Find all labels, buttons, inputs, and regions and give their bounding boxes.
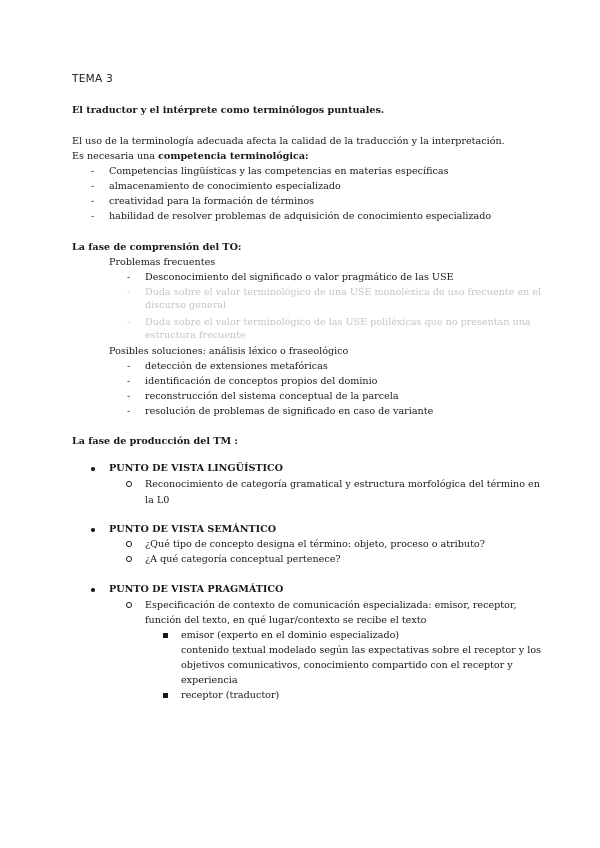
emisor-item: emisor (experto en el dominio especializado) bbox=[181, 630, 400, 641]
dash-marker: - bbox=[127, 406, 131, 417]
emisor-detail: experiencia bbox=[181, 675, 238, 686]
circle-bullet-icon bbox=[126, 481, 132, 487]
pragmatico-label: PUNTO DE VISTA PRAGMÁTICO bbox=[109, 584, 284, 595]
dash-marker: - bbox=[91, 166, 95, 177]
circle-bullet-icon bbox=[126, 602, 132, 608]
problem-item: Duda sobre el valor terminológico de las USE poliléxicas que no presentan una bbox=[145, 317, 531, 328]
intro-line-2: Es necesaria una competencia terminológica: bbox=[72, 151, 309, 162]
solution-item: identificación de conceptos propios del dominio bbox=[145, 376, 378, 387]
intro-item: creatividad para la formación de términos bbox=[109, 196, 315, 207]
semantico-question: ¿Qué tipo de concepto designa el término: objeto, proceso o atributo? bbox=[145, 539, 485, 550]
semantico-label: PUNTO DE VISTA SEMÁNTICO bbox=[109, 524, 277, 535]
dash-marker: - bbox=[127, 272, 131, 283]
square-bullet-icon bbox=[163, 633, 168, 638]
solutions-label: Posibles soluciones: análisis léxico o fraseológico bbox=[109, 346, 349, 357]
bullet-icon bbox=[91, 528, 95, 532]
pragmatico-text: Especificación de contexto de comunicación especializada: emisor, receptor, bbox=[145, 600, 517, 611]
competencia-term: competencia terminológica: bbox=[158, 151, 309, 162]
page-title: TEMA 3 bbox=[72, 73, 114, 85]
intro-item: Competencias lingüísticas y las competencias en materias específicas bbox=[109, 166, 449, 177]
problem-item-continued: estructura frecuente bbox=[145, 330, 246, 341]
linguistico-label: PUNTO DE VISTA LINGÜÍSTICO bbox=[109, 463, 284, 474]
solution-item: reconstrucción del sistema conceptual de la parcela bbox=[145, 391, 399, 402]
dash-marker: - bbox=[91, 196, 95, 207]
square-bullet-icon bbox=[163, 693, 168, 698]
linguistico-text-continued: la L0 bbox=[145, 495, 170, 506]
bullet-icon bbox=[91, 467, 95, 471]
emisor-detail: contenido textual modelado según las expectativas sobre el receptor y los bbox=[181, 645, 542, 656]
dash-marker: - bbox=[127, 376, 131, 387]
bullet-icon bbox=[91, 588, 95, 592]
intro-line-1: El uso de la terminología adecuada afecta la calidad de la traducción y la interpretación. bbox=[72, 136, 505, 147]
dash-marker: - bbox=[91, 181, 95, 192]
dash-marker: - bbox=[127, 361, 131, 372]
dash-marker: - bbox=[127, 391, 131, 402]
circle-bullet-icon bbox=[126, 541, 132, 547]
problem-item: Desconocimiento del significado o valor pragmático de las USE bbox=[145, 272, 454, 283]
emisor-detail: objetivos comunicativos, conocimiento compartido con el receptor y bbox=[181, 660, 513, 671]
semantico-question: ¿A qué categoría conceptual pertenece? bbox=[145, 554, 341, 565]
problem-item: Duda sobre el valor terminológico de una USE monoléxica de uso frecuente en el bbox=[145, 287, 541, 298]
problem-item-continued: discurso general bbox=[145, 300, 227, 311]
pragmatico-text-continued: función del texto, en qué lugar/contexto se recibe el texto bbox=[145, 615, 427, 626]
dash-marker: - bbox=[91, 211, 95, 222]
linguistico-text: Reconocimiento de categoría gramatical y estructura morfológica del término en bbox=[145, 479, 540, 490]
intro-item: almacenamiento de conocimiento especializado bbox=[109, 181, 341, 192]
problems-label: Problemas frecuentes bbox=[109, 257, 216, 268]
intro-item: habilidad de resolver problemas de adquisición de conocimiento especializado bbox=[109, 211, 492, 222]
dash-marker: - bbox=[127, 287, 131, 298]
solution-item: detección de extensiones metafóricas bbox=[145, 361, 328, 372]
produccion-heading: La fase de producción del TM : bbox=[72, 436, 238, 447]
comprension-heading: La fase de comprensión del TO: bbox=[72, 242, 242, 253]
dash-marker: - bbox=[127, 317, 131, 328]
subtitle: El traductor y el intérprete como terminólogos puntuales. bbox=[72, 105, 385, 116]
circle-bullet-icon bbox=[126, 556, 132, 562]
receptor-item: receptor (traductor) bbox=[181, 690, 280, 701]
solution-item: resolución de problemas de significado en caso de variante bbox=[145, 406, 434, 417]
